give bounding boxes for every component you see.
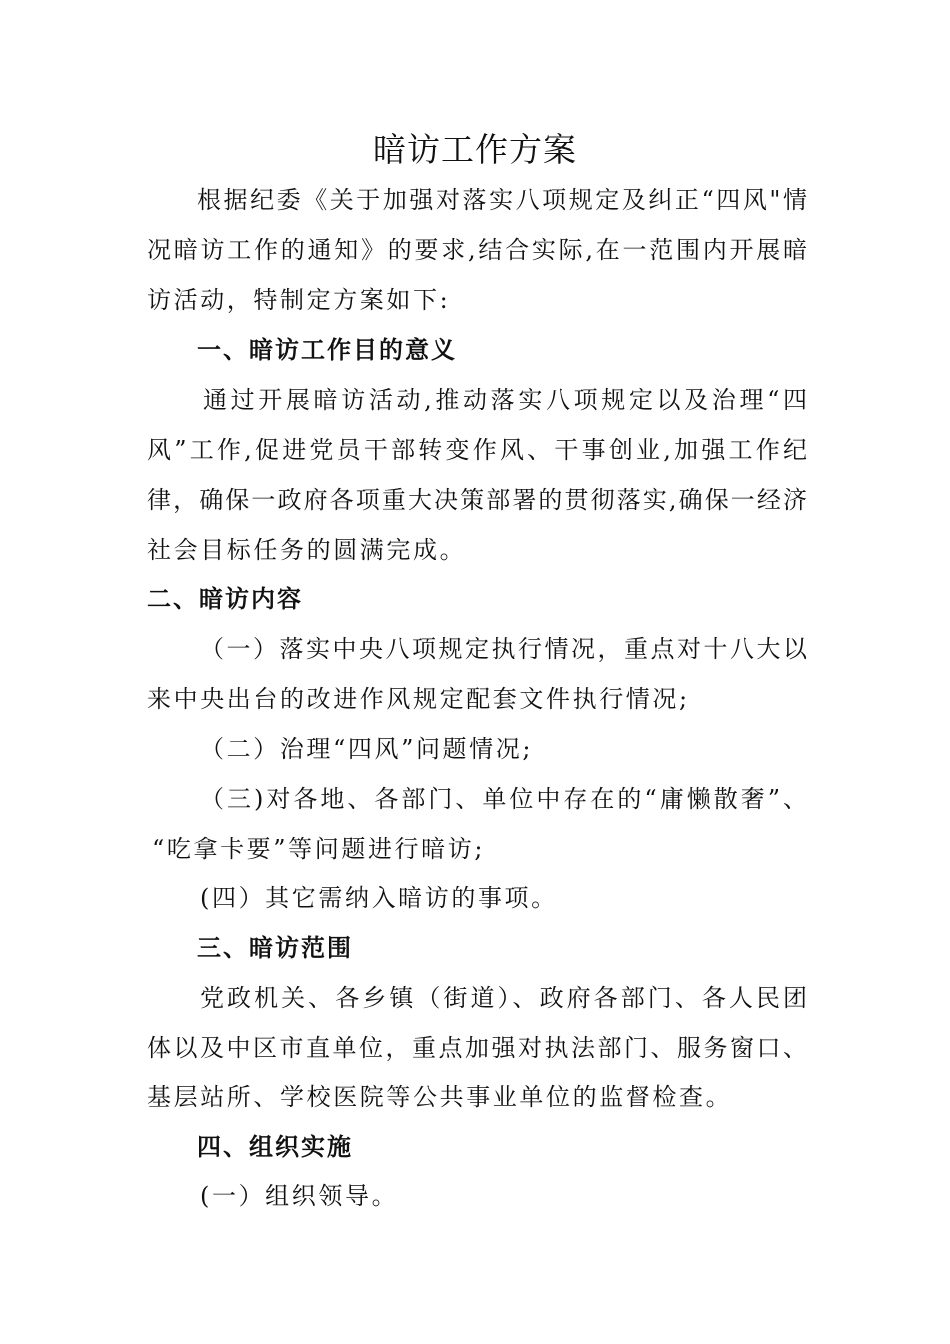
section1-line-2: 风”工作,促进党员干部转变作风、干事创业,加强工作纪	[147, 436, 807, 464]
intro-line-2: 况暗访工作的通知》的要求,结合实际,在一范围内开展暗	[147, 236, 807, 264]
section2-item1-line-2: 来中央出台的改进作风规定配套文件执行情况;	[147, 685, 690, 713]
section-heading-4: 四、组织实施	[197, 1133, 353, 1161]
section2-item2: （二）治理“四风”问题情况;	[200, 735, 534, 763]
section4-item1: (一）组织领导。	[200, 1182, 399, 1210]
section1-line-3: 律，确保一政府各项重大决策部署的贯彻落实,确保一经济	[147, 486, 807, 514]
section1-line-4: 社会目标任务的圆满完成。	[147, 536, 467, 564]
section3-line-1: 党政机关、各乡镇（街道）、政府各部门、各人民团	[200, 984, 807, 1012]
section2-item4: (四）其它需纳入暗访的事项。	[200, 884, 558, 912]
section-heading-2: 二、暗访内容	[147, 585, 303, 613]
section2-item1-line-1: （一）落实中央八项规定执行情况，重点对十八大以	[200, 635, 807, 663]
section-heading-1: 一、暗访工作目的意义	[197, 336, 457, 364]
section3-line-2: 体以及中区市直单位，重点加强对执法部门、服务窗口、	[147, 1034, 807, 1062]
section3-line-3: 基层站所、学校医院等公共事业单位的监督检查。	[147, 1083, 733, 1111]
section2-item3-line-2: “吃拿卡要”等问题进行暗访;	[152, 835, 486, 863]
section2-item3-line-1: （三)对各地、各部门、单位中存在的“庸懒散奢”、	[200, 785, 807, 813]
intro-line-3: 访活动，特制定方案如下:	[147, 286, 451, 314]
intro-line-1: 根据纪委《关于加强对落实八项规定及纠正“四风"情	[197, 186, 807, 214]
document-title: 暗访工作方案	[373, 130, 577, 169]
section1-line-1: 通过开展暗访活动,推动落实八项规定以及治理“四	[203, 386, 807, 414]
section-heading-3: 三、暗访范围	[197, 934, 353, 962]
